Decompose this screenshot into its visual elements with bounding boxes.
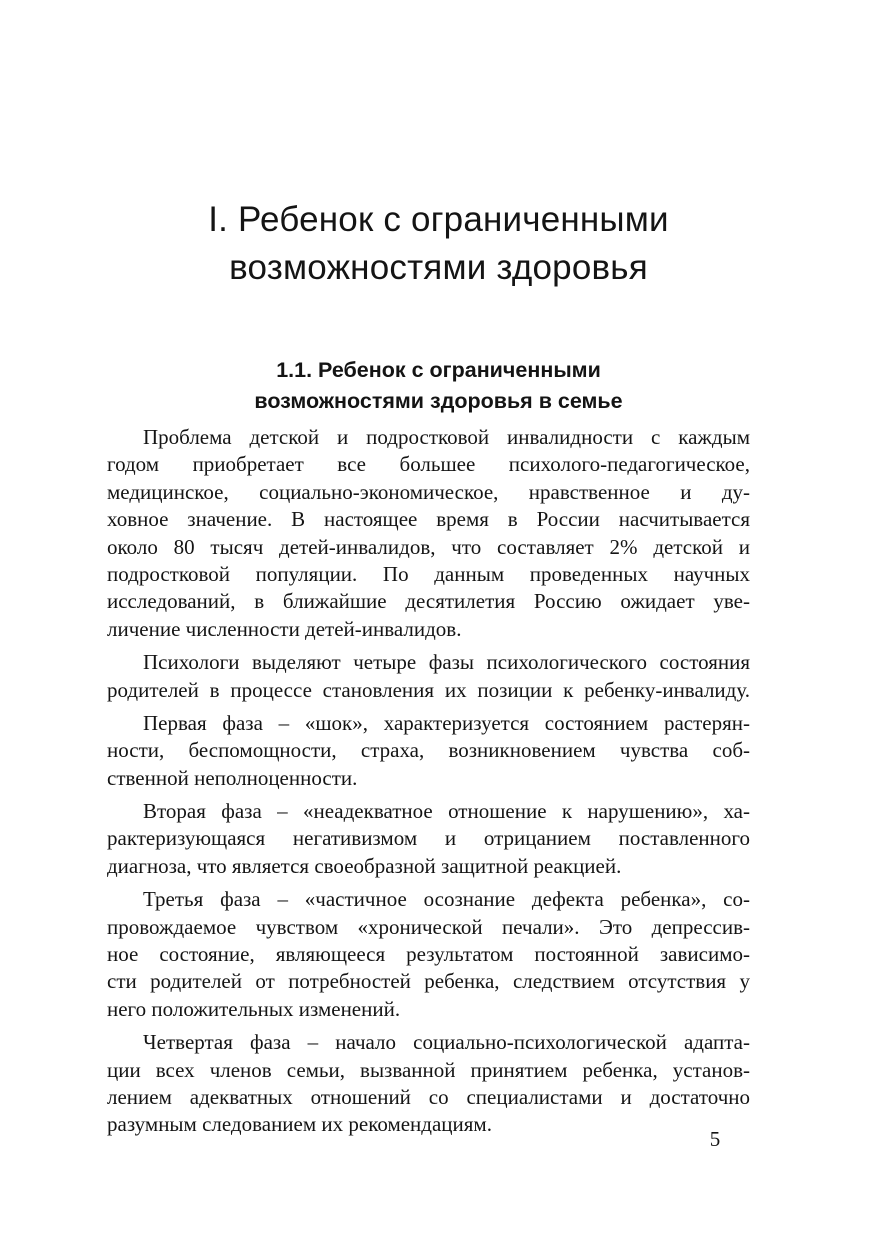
text-line: ственной неполноценности.: [107, 765, 358, 790]
paragraph-1: [107, 424, 750, 643]
page-number: 5: [709, 1127, 721, 1151]
text-line: рактеризующаяся негативизмом и отрицанием поставленного: [107, 826, 750, 851]
text-line: лением адекватных отношений со специалистами и достаточно: [107, 1084, 750, 1109]
section-title-line: возможностями здоровья в семье: [254, 389, 623, 413]
text-line: личение численности детей-инвалидов.: [107, 616, 462, 641]
text-line: него положительных изменений.: [107, 996, 401, 1021]
text-line: ховное значение. В настоящее время в России насчитывается: [107, 507, 750, 532]
text-line: разумным следованием их рекомендациям.: [107, 1112, 492, 1137]
text-line: Проблема детской и подростковой инвалидности с каждым: [143, 425, 750, 449]
text-line: родителей в процессе становления их позиции к ребенку-инвалиду.: [107, 677, 750, 702]
text-line: сти родителей от потребностей ребенка, следствием отсутствия у: [107, 969, 750, 994]
section-title: [100, 355, 777, 417]
text-line: ности, беспомощности, страха, возникновением чувства соб-: [107, 738, 750, 763]
chapter-title-line: I. Ребенок с ограниченными: [208, 200, 669, 239]
text-line: Психологи выделяют четыре фазы психологического состояния: [143, 650, 750, 675]
paragraph-3: [107, 710, 750, 792]
chapter-title-line: возможностями здоровья: [229, 248, 648, 287]
body-text: [107, 424, 750, 1145]
text-line: около 80 тысяч детей-инвалидов, что составляет 2% детской и: [107, 534, 750, 559]
paragraph-2: [107, 649, 750, 704]
chapter-title: [100, 196, 777, 292]
paragraph-4: [107, 798, 750, 880]
paragraph-5: [107, 886, 750, 1023]
text-line: годом приобретает все большее психолого-педагогическое,: [107, 452, 750, 477]
text-line: медицинское, социально-экономическое, нравственное и ду-: [107, 479, 750, 504]
text-line: Третья фаза – «частичное осознание дефекта ребенка», со-: [143, 887, 750, 912]
text-line: подростковой популяции. По данным проведенных научных: [107, 561, 750, 586]
text-line: провождаемое чувством «хронической печали». Это депрессив-: [107, 914, 750, 939]
text-line: ции всех членов семьи, вызванной принятием ребенка, установ-: [107, 1057, 750, 1082]
text-line: ное состояние, являющееся результатом постоянной зависимо-: [107, 942, 750, 967]
section-title-line: 1.1. Ребенок с ограниченными: [276, 358, 601, 382]
paragraph-6: [107, 1029, 750, 1139]
text-line: исследований, в ближайшие десятилетия Россию ожидает уве-: [107, 589, 750, 614]
text-line: Первая фаза – «шок», характеризуется состоянием растерян-: [143, 710, 750, 735]
text-line: Вторая фаза – «неадекватное отношение к нарушению», ха-: [143, 799, 750, 824]
text-line: Четвертая фаза – начало социально-психологической адапта-: [143, 1030, 750, 1055]
text-line: диагноза, что является своеобразной защитной реакцией.: [107, 853, 622, 878]
